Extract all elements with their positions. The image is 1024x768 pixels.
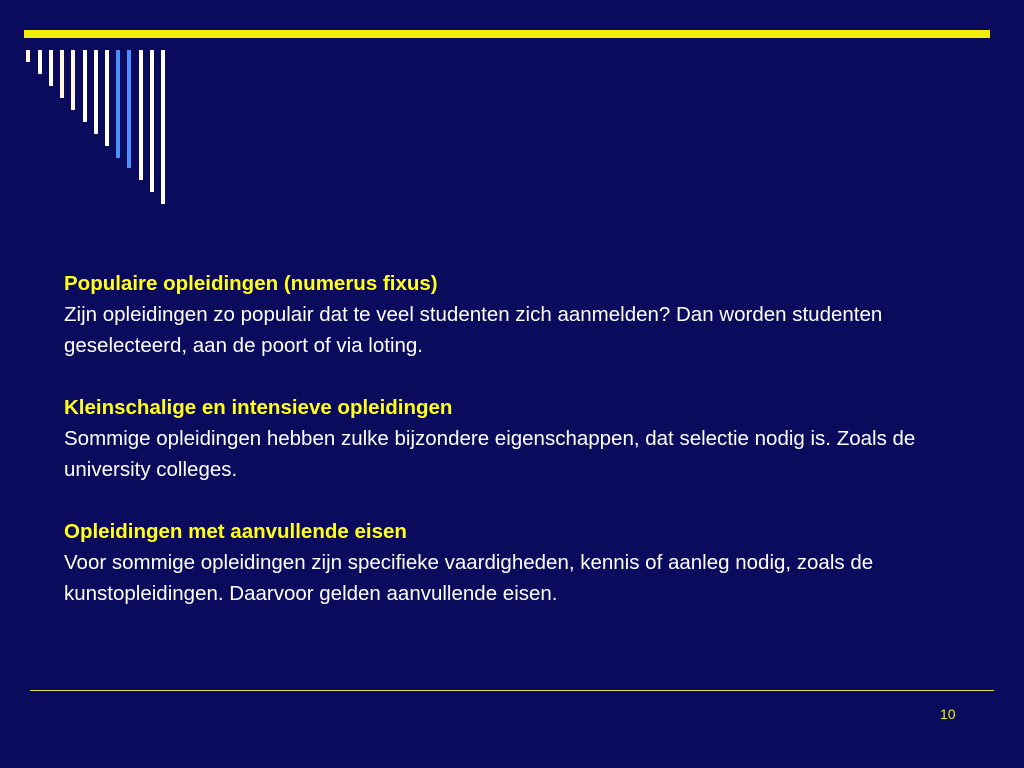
decorative-stripes	[0, 0, 200, 220]
slide-content	[64, 268, 944, 640]
stripe-4	[60, 50, 64, 98]
section-title: Populaire opleidingen (numerus fixus)	[64, 272, 438, 295]
stripe-10	[127, 50, 131, 168]
page-number: 10	[940, 706, 956, 722]
stripe-6	[83, 50, 87, 122]
section-kleinschalig	[64, 392, 944, 485]
section-aanvullende-eisen	[64, 516, 944, 609]
section-title: Opleidingen met aanvullende eisen	[64, 520, 407, 543]
footer-divider	[30, 690, 994, 691]
section-body: Zijn opleidingen zo populair dat te veel studenten zich aanmelden? Dan worden studenten geselecteerd, aan de poort of via loting.	[64, 303, 883, 357]
stripe-1	[26, 50, 30, 62]
stripe-12	[150, 50, 154, 192]
section-title: Kleinschalige en intensieve opleidingen	[64, 396, 453, 419]
stripe-8	[105, 50, 109, 146]
stripe-11	[139, 50, 143, 180]
stripe-5	[71, 50, 75, 110]
section-numerus-fixus	[64, 268, 944, 361]
section-body: Voor sommige opleidingen zijn specifieke vaardigheden, kennis of aanleg nodig, zoals de kunstopleidingen. Daarvoor gelden aanvullende eisen.	[64, 551, 874, 605]
stripe-13	[161, 50, 165, 204]
section-body: Sommige opleidingen hebben zulke bijzondere eigenschappen, dat selectie nodig is. Zoals de university colleges.	[64, 427, 916, 481]
stripe-9	[116, 50, 120, 158]
stripe-2	[38, 50, 42, 74]
stripe-7	[94, 50, 98, 134]
stripe-3	[49, 50, 53, 86]
